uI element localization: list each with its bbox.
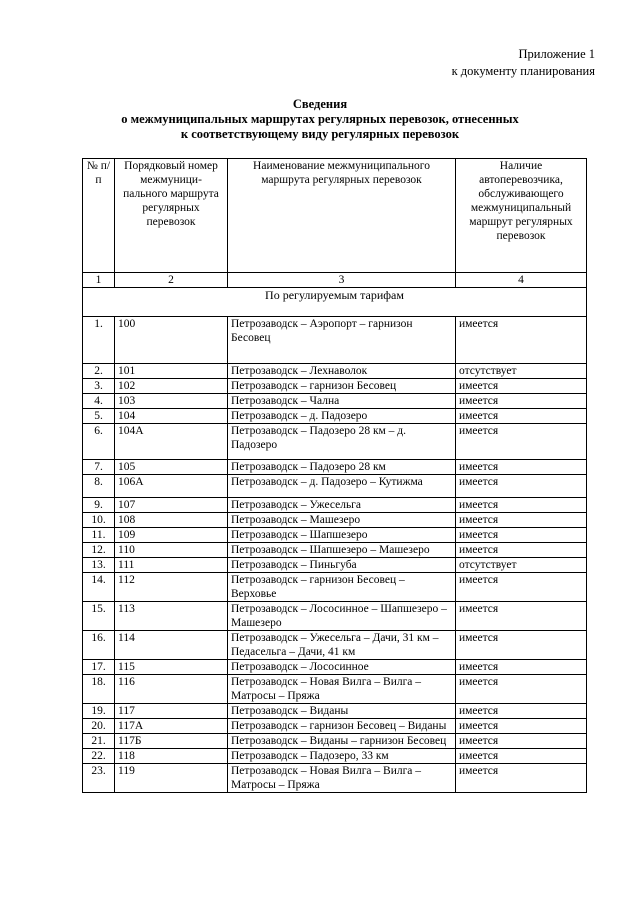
carrier-status: отсутствует: [456, 364, 587, 379]
row-number: 19.: [83, 704, 115, 719]
table-row: [83, 317, 587, 364]
header-route-name: Наименование межмуниципального маршрута регулярных перевозок: [228, 159, 456, 273]
route-name: Петрозаводск – Падозеро 28 км – д. Падозеро: [228, 424, 456, 460]
table-row: [83, 543, 587, 558]
table-row: [83, 734, 587, 749]
header-carrier: Наличие автоперевозчика, обслуживающего межмуниципальный маршрут регулярных перевозок: [456, 159, 587, 273]
col-number-3: 3: [228, 273, 456, 288]
route-name: Петрозаводск – д. Падозеро – Кутижма: [228, 475, 456, 498]
route-number: 111: [115, 558, 228, 573]
table-row: [83, 513, 587, 528]
carrier-status: имеется: [456, 660, 587, 675]
table-row: [83, 528, 587, 543]
route-number: 117: [115, 704, 228, 719]
carrier-status: имеется: [456, 424, 587, 460]
row-number: 9.: [83, 498, 115, 513]
route-number: 102: [115, 379, 228, 394]
title-line-3: к соответствующему виду регулярных перевозок: [180, 127, 460, 141]
row-number: 16.: [83, 631, 115, 660]
route-number: 114: [115, 631, 228, 660]
route-name: Петрозаводск – Аэропорт – гарнизон Бесовец: [228, 317, 456, 364]
route-number: 116: [115, 675, 228, 704]
table-row: [83, 704, 587, 719]
table-row: [83, 364, 587, 379]
route-number: 117А: [115, 719, 228, 734]
route-name: Петрозаводск – Лехнаволок: [228, 364, 456, 379]
table-row: [83, 602, 587, 631]
route-number: 104: [115, 409, 228, 424]
route-name: Петрозаводск – Лососинное – Шапшезеро – Машезеро: [228, 602, 456, 631]
route-number: 108: [115, 513, 228, 528]
row-number: 21.: [83, 734, 115, 749]
appendix-note: [452, 46, 595, 80]
carrier-status: имеется: [456, 317, 587, 364]
title-line-2: о межмуниципальных маршрутах регулярных перевозок, отнесенных: [121, 112, 519, 126]
row-number: 18.: [83, 675, 115, 704]
table-header-row: [83, 159, 587, 273]
route-number: 107: [115, 498, 228, 513]
route-name: Петрозаводск – Машезеро: [228, 513, 456, 528]
carrier-status: отсутствует: [456, 558, 587, 573]
header-route-number: Порядковый номер межмуници-пального маршрута регулярных перевозок: [115, 159, 228, 273]
table-row: [83, 475, 587, 498]
row-number: 3.: [83, 379, 115, 394]
carrier-status: имеется: [456, 764, 587, 793]
title-line-1: Сведения: [292, 97, 348, 111]
table-row: [83, 409, 587, 424]
table-row: [83, 394, 587, 409]
route-number: 104А: [115, 424, 228, 460]
row-number: 20.: [83, 719, 115, 734]
table-row: [83, 719, 587, 734]
carrier-status: имеется: [456, 379, 587, 394]
table-row: [83, 460, 587, 475]
route-name: Петрозаводск – Шапшезеро – Машезеро: [228, 543, 456, 558]
row-number: 22.: [83, 749, 115, 764]
row-number: 6.: [83, 424, 115, 460]
route-name: Петрозаводск – гарнизон Бесовец: [228, 379, 456, 394]
row-number: 13.: [83, 558, 115, 573]
row-number: 7.: [83, 460, 115, 475]
carrier-status: имеется: [456, 513, 587, 528]
carrier-status: имеется: [456, 734, 587, 749]
route-name: Петрозаводск – Падозеро, 33 км: [228, 749, 456, 764]
route-number: 106А: [115, 475, 228, 498]
row-number: 5.: [83, 409, 115, 424]
table-row: [83, 764, 587, 793]
route-number: 113: [115, 602, 228, 631]
route-number: 117Б: [115, 734, 228, 749]
route-name: Петрозаводск – Ужесельга – Дачи, 31 км – Педасельга – Дачи, 41 км: [228, 631, 456, 660]
row-number: 14.: [83, 573, 115, 602]
carrier-status: имеется: [456, 460, 587, 475]
route-name: Петрозаводск – Ужесельга: [228, 498, 456, 513]
row-number: 23.: [83, 764, 115, 793]
route-number: 118: [115, 749, 228, 764]
table-row: [83, 660, 587, 675]
col-number-1: 1: [83, 273, 115, 288]
table-body: [83, 317, 587, 793]
table-row: [83, 573, 587, 602]
carrier-status: имеется: [456, 602, 587, 631]
carrier-status: имеется: [456, 543, 587, 558]
route-name: Петрозаводск – Шапшезеро: [228, 528, 456, 543]
row-number: 11.: [83, 528, 115, 543]
route-name: Петрозаводск – гарнизон Бесовец – Виданы: [228, 719, 456, 734]
carrier-status: имеется: [456, 704, 587, 719]
row-number: 10.: [83, 513, 115, 528]
route-name: Петрозаводск – Падозеро 28 км: [228, 460, 456, 475]
carrier-status: имеется: [456, 409, 587, 424]
route-name: Петрозаводск – Виданы – гарнизон Бесовец: [228, 734, 456, 749]
route-number: 101: [115, 364, 228, 379]
carrier-status: имеется: [456, 719, 587, 734]
carrier-status: имеется: [456, 475, 587, 498]
col-number-4: 4: [456, 273, 587, 288]
table-row: [83, 675, 587, 704]
row-number: 4.: [83, 394, 115, 409]
route-name: Петрозаводск – д. Падозеро: [228, 409, 456, 424]
carrier-status: имеется: [456, 631, 587, 660]
route-number: 112: [115, 573, 228, 602]
appendix-line-2: к документу планирования: [451, 64, 595, 78]
route-name: Петрозаводск – Лососинное: [228, 660, 456, 675]
route-name: Петрозаводск – гарнизон Бесовец – Верховье: [228, 573, 456, 602]
carrier-status: имеется: [456, 394, 587, 409]
routes-table: [82, 158, 587, 793]
document-title: [0, 97, 640, 142]
row-number: 1.: [83, 317, 115, 364]
route-number: 115: [115, 660, 228, 675]
row-number: 12.: [83, 543, 115, 558]
route-number: 109: [115, 528, 228, 543]
table-row: [83, 498, 587, 513]
route-name: Петрозаводск – Чална: [228, 394, 456, 409]
table-row: [83, 631, 587, 660]
table-row: [83, 558, 587, 573]
route-number: 103: [115, 394, 228, 409]
route-number: 119: [115, 764, 228, 793]
route-name: Петрозаводск – Пиньгуба: [228, 558, 456, 573]
carrier-status: имеется: [456, 528, 587, 543]
carrier-status: имеется: [456, 749, 587, 764]
row-number: 2.: [83, 364, 115, 379]
route-name: Петрозаводск – Новая Вилга – Вилга – Матросы – Пряжа: [228, 764, 456, 793]
row-number: 15.: [83, 602, 115, 631]
route-number: 110: [115, 543, 228, 558]
carrier-status: имеется: [456, 498, 587, 513]
table-row: [83, 424, 587, 460]
row-number: 17.: [83, 660, 115, 675]
route-number: 100: [115, 317, 228, 364]
route-number: 105: [115, 460, 228, 475]
column-numbers-row: [83, 273, 587, 288]
route-name: Петрозаводск – Виданы: [228, 704, 456, 719]
carrier-status: имеется: [456, 675, 587, 704]
appendix-line-1: Приложение 1: [518, 47, 595, 61]
table-row: [83, 749, 587, 764]
section-title: По регулируемым тарифам: [83, 288, 587, 317]
section-row: [83, 288, 587, 317]
header-number: № п/п: [83, 159, 115, 273]
carrier-status: имеется: [456, 573, 587, 602]
route-name: Петрозаводск – Новая Вилга – Вилга – Матросы – Пряжа: [228, 675, 456, 704]
row-number: 8.: [83, 475, 115, 498]
col-number-2: 2: [115, 273, 228, 288]
table-row: [83, 379, 587, 394]
